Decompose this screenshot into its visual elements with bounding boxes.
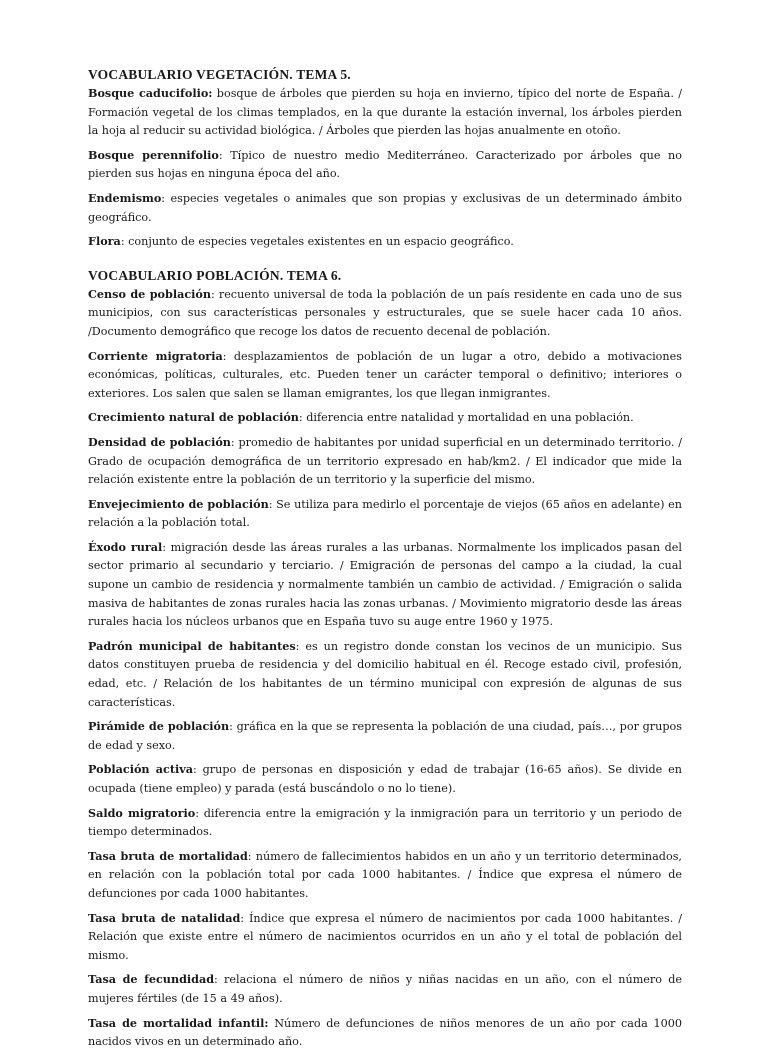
term: Corriente migratoria (88, 348, 223, 363)
entry-poblacion-activa (88, 760, 682, 798)
definition: : grupo de personas en disposición y edad de trabajar (16-65 años). Se divide en ocupada (tiene empleo) y parada (está buscándolo o no lo tiene). (88, 763, 682, 795)
term: Crecimiento natural de población (88, 410, 299, 425)
definition: : es un registro donde constan los vecinos de un municipio. Sus datos constituyen prueba de residencia y del domicilio habitual en él. Recoge estado civil, profesión, edad, etc. / Relación de los habitantes de un término municipal con expresión de algunas de sus características. (88, 639, 682, 709)
entry-padron-municipal (88, 637, 682, 712)
term: Bosque perennifolio (88, 147, 219, 162)
entry-tasa-bruta-mortalidad (88, 847, 682, 904)
term: Tasa bruta de mortalidad (88, 848, 248, 863)
term: Tasa bruta de natalidad (88, 910, 241, 925)
entry-censo-de-poblacion (88, 285, 682, 342)
term: Población activa (88, 762, 193, 777)
definition: : promedio de habitantes por unidad superficial en un determinado territorio. / Grado de ocupación demográfica de un territorio expresado en hab/km2. / El indicador que mide la relación existente entre la población de un territorio y la superficie del mismo. (88, 435, 683, 487)
entry-crecimiento-natural (88, 408, 682, 428)
definition: : especies vegetales o animales que son propias y exclusivas de un determinado ámbito geográfico. (88, 191, 682, 224)
entry-saldo-migratorio (88, 804, 682, 842)
definition: : desplazamientos de población de un lugar a otro, debido a motivaciones económicas, políticas, culturales, etc. Pueden tener un carácter temporal o definitivo; interiores o exteriores. Los salen que salen se llaman emigrantes, los que llegan inmigrantes. (88, 349, 682, 400)
definition: : Índice que expresa el número de nacimientos por cada 1000 habitantes. / Relación que existe entre el número de nacimientos ocurridos en un año y el total de población del mismo. (88, 911, 682, 962)
definition: Número de defunciones de niños menores de un año por cada 1000 nacidos vivos en un determinado año. (88, 1016, 682, 1049)
document-page (88, 66, 682, 1057)
definition: bosque de árboles que pierden su hoja en invierno, típico del norte de España. / Formación vegetal de los climas templados, en la que durante la estación invernal, los árboles pierden la hoja al reducir su actividad biológica. / Árboles que pierden las hojas anualmente en otoño. (88, 87, 682, 138)
section-title-poblacion: VOCABULARIO POBLACIÓN. TEMA 6. (88, 267, 342, 283)
definition: : diferencia entre la emigración y la inmigración para un territorio y un periodo de tiempo determinados. (88, 806, 683, 839)
definition: : relaciona el número de niños y niñas nacidas en un año, con el número de mujeres fértiles (de 15 a 49 años). (88, 973, 682, 1005)
definition: : recuento universal de toda la población de un país residente en cada uno de sus municipios, con sus características personales y estructurales, que se suele hacer cada 10 años. /Documento demográfico que recoge los datos de recuento decenal de población. (88, 287, 682, 338)
definition: : conjunto de especies vegetales existentes en un espacio geográfico. (120, 235, 514, 249)
term: Tasa de mortalidad infantil: (88, 1015, 269, 1030)
entry-piramide-de-poblacion (88, 717, 682, 755)
entry-tasa-de-fecundidad (88, 970, 682, 1008)
entry-tasa-mortalidad-infantil (88, 1014, 682, 1052)
definition: : Se utiliza para medirlo el porcentaje de viejos (65 años en adelante) en relación a la población total. (88, 497, 682, 530)
definition: : número de fallecimientos habidos en un año y un territorio determinados, en relación con la población total por cada 1000 habitantes. / Índice que expresa el número de defunciones por cada 1000 habitantes. (88, 849, 682, 900)
entry-corriente-migratoria (88, 347, 682, 404)
term: Flora (88, 234, 121, 249)
entry-endemismo (88, 189, 682, 227)
definition: : gráfica en la que se representa la población de una ciudad, país…, por grupos de edad y sexo. (88, 720, 682, 752)
term: Censo de población (88, 286, 211, 301)
entry-envejecimiento (88, 495, 682, 533)
entry-densidad-de-poblacion (88, 433, 682, 490)
definition: : diferencia entre natalidad y mortalidad en una población. (298, 411, 634, 425)
term: Padrón municipal de habitantes (88, 638, 296, 653)
term: Densidad de población (88, 434, 231, 449)
entry-bosque-caducifolio (88, 84, 682, 141)
section-title-vegetacion: VOCABULARIO VEGETACIÓN. TEMA 5. (88, 67, 351, 82)
term: Pirámide de población (88, 719, 230, 734)
term: Bosque caducifolio: (88, 86, 213, 100)
definition: : migración desde las áreas rurales a las urbanas. Normalmente los implicados pasan del sector primario al secundario y terciario. / Emigración de personas del campo a la ciudad, la cual supone un cambio de residencia y normalmente también un cambio de actividad. / Emigración o salida masiva de habitantes de zonas rurales hacia las zonas urbanas. / Movimiento migratorio desde las áreas rurales hacia los núcleos urbanos que en España tuvo su auge entre 1960 y 1975. (88, 540, 682, 629)
entry-flora (88, 232, 682, 252)
term: Tasa de fecundidad (88, 972, 215, 987)
term: Saldo migratorio (88, 805, 196, 820)
term: Envejecimiento de población (88, 496, 269, 511)
entry-tasa-bruta-natalidad (88, 909, 682, 966)
term: Éxodo rural (88, 539, 163, 554)
definition: : Típico de nuestro medio Mediterráneo. Caracterizado por árboles que no pierden sus hojas en ninguna época del año. (88, 148, 682, 181)
entry-exodo-rural (88, 538, 682, 632)
term: Endemismo (88, 190, 162, 205)
entry-bosque-perennifolio (88, 146, 682, 184)
